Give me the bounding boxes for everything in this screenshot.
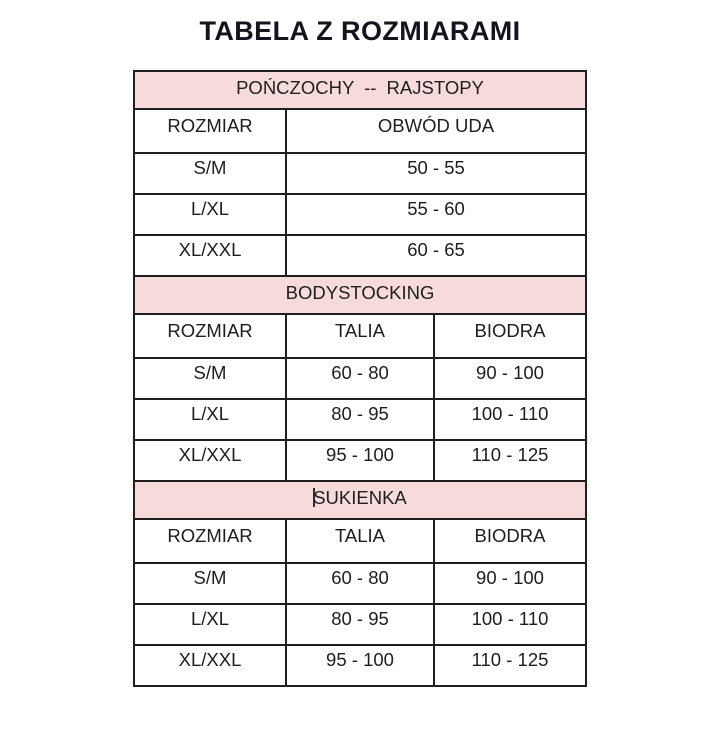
measurement-cell: 60 - 65 [286,235,586,276]
column-header-obwod-uda: OBWÓD UDA [286,109,586,153]
size-label-cell: XL/XXL [134,235,286,276]
size-label-cell: S/M [134,563,286,604]
measurement-cell: 55 - 60 [286,194,586,235]
measurement-cell: 90 - 100 [434,563,586,604]
measurement-cell: 110 - 125 [434,645,586,686]
table-row [134,235,586,276]
table-row [134,645,586,686]
table-row [134,399,586,440]
measurement-cell: 60 - 80 [286,563,434,604]
size-label-cell: XL/XXL [134,645,286,686]
measurement-cell: 80 - 95 [286,604,434,645]
section-title: POŃCZOCHY -- RAJSTOPY [134,71,586,109]
measurement-cell: 100 - 110 [434,604,586,645]
measurement-cell: 110 - 125 [434,440,586,481]
column-header-rozmiar: ROZMIAR [134,314,286,358]
table-row [134,194,586,235]
measurement-cell: 50 - 55 [286,153,586,194]
column-header-talia: TALIA [286,519,434,563]
section-title-text: SUKIENKA [313,487,407,508]
page-title: TABELA Z ROZMIARAMI [199,16,521,46]
measurement-cell: 60 - 80 [286,358,434,399]
table-row [134,153,586,194]
column-header-biodra: BIODRA [434,314,586,358]
table-row [134,563,586,604]
section-band-bodystocking [134,276,586,314]
table-row [134,358,586,399]
column-header-biodra: BIODRA [434,519,586,563]
column-header-row [134,519,586,563]
measurement-cell: 95 - 100 [286,440,434,481]
column-header-talia: TALIA [286,314,434,358]
table-row [134,604,586,645]
measurement-cell: 95 - 100 [286,645,434,686]
column-header-row [134,109,586,153]
section-title: BODYSTOCKING [134,276,586,314]
table-row [134,440,586,481]
size-label-cell: L/XL [134,399,286,440]
measurement-cell: 90 - 100 [434,358,586,399]
section-band-ponczochy-rajstopy [134,71,586,109]
size-label-cell: L/XL [134,194,286,235]
section-band-sukienka [134,481,586,519]
size-chart-page [0,16,720,687]
size-table [133,70,587,687]
measurement-cell: 100 - 110 [434,399,586,440]
measurement-cell: 80 - 95 [286,399,434,440]
size-label-cell: XL/XXL [134,440,286,481]
size-label-cell: S/M [134,358,286,399]
column-header-rozmiar: ROZMIAR [134,519,286,563]
section-title [134,481,586,519]
size-label-cell: S/M [134,153,286,194]
size-label-cell: L/XL [134,604,286,645]
column-header-rozmiar: ROZMIAR [134,109,286,153]
column-header-row [134,314,586,358]
